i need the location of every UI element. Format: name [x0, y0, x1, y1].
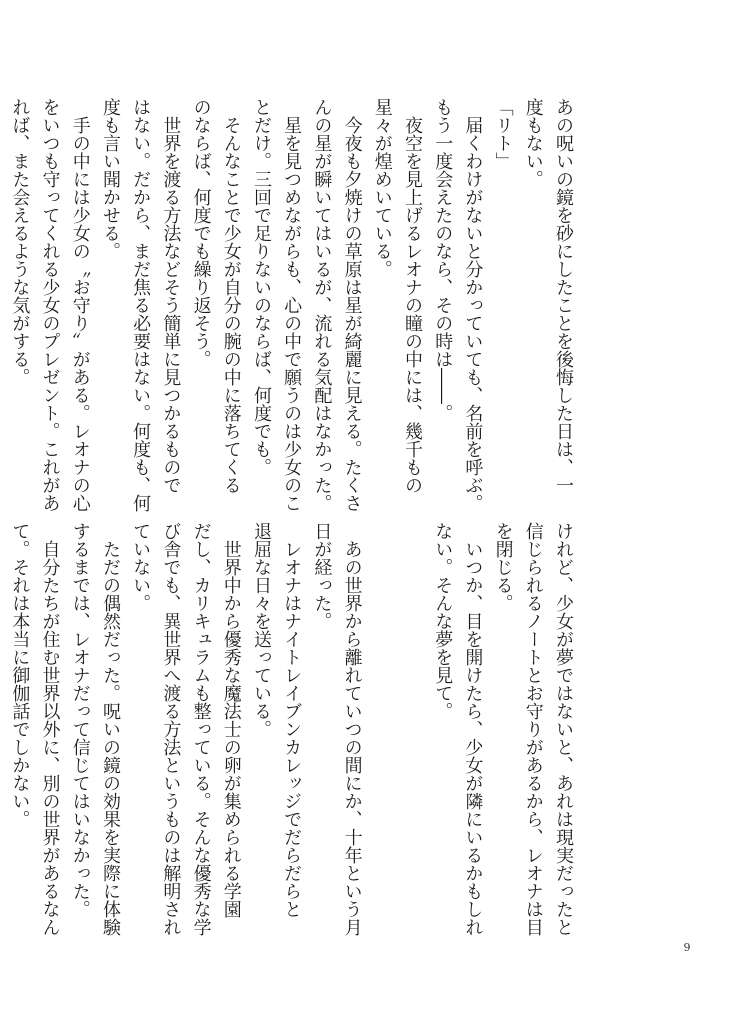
- text-line: 今夜も夕焼けの草原は星が綺麗に見える。たくさ: [341, 98, 363, 512]
- text-line: 自分たちが住む世界以外に、別の世界があるなん: [39, 522, 61, 936]
- text-line: だし、カリキュラムも整っている。そんな優秀な学: [190, 522, 212, 936]
- page-number: 9: [683, 941, 691, 954]
- text-line: をいつも守ってくれる少女のプレゼント。これがあ: [39, 98, 61, 512]
- text-line: レオナはナイトレイブンカレッジでだらだらと: [281, 522, 303, 918]
- text-line: を閉じる。: [492, 522, 514, 612]
- text-line: 世界を渡る方法などそう簡単に見つかるもので: [160, 98, 182, 494]
- text-line: て。それは本当に御伽話でしかない。: [9, 522, 31, 828]
- text-line: もう一度会えたのなら、その時は――。: [432, 98, 454, 422]
- text-line: ていない。: [130, 522, 152, 612]
- text-line: するまでは、レオナだって信じてはいなかった。: [69, 522, 91, 918]
- text-line: はない。だから、まだ焦る必要はない。何度も、何: [130, 98, 152, 512]
- text-line: 手の中には少女の〝お守り〟がある。レオナの心: [69, 98, 91, 512]
- text-line: れば、また会えるような気がする。: [9, 98, 31, 386]
- text-block-top: [9, 98, 578, 512]
- text-line: あの世界から離れていつの間にか、十年という月: [341, 522, 363, 936]
- text-line: けれど、少女が夢ではないと、あれは現実だったと: [553, 522, 574, 936]
- text-line: ない。そんな夢を見て。: [432, 522, 454, 720]
- text-line: 信じられるノートとお守りがあるから、レオナは目: [522, 522, 544, 936]
- text-line: いつか、目を開けたら、少女が隣にいるかもしれ: [462, 522, 484, 936]
- blank-line: [367, 522, 397, 924]
- text-line: 届くわけがないと分かっていても、名前を呼ぶ。: [462, 98, 484, 512]
- text-line: 度もない。: [522, 98, 544, 188]
- text-block-bottom: [9, 522, 578, 936]
- text-line: 夜空を見上げるレオナの瞳の中には、幾千もの: [401, 98, 423, 494]
- text-line: [0, 98, 4, 500]
- text-line: ただの偶然だった。呪いの鏡の効果を実際に体験: [99, 522, 121, 936]
- text-line: あの呪いの鏡を砂にしたことを後悔した日は、一: [553, 98, 574, 494]
- text-line: び舎でも、異世界へ渡る方法というものは解明され: [160, 522, 182, 936]
- text-line: 退屈な日々を送っている。: [250, 522, 272, 738]
- blank-line: [397, 522, 427, 924]
- text-line: 世界中から優秀な魔法士の卵が集められる学園: [220, 522, 242, 918]
- text-line: そんなことで少女が自分の腕の中に落ちてくる: [220, 98, 242, 494]
- text-line: のならば、何度でも繰り返そう。: [190, 98, 212, 368]
- text-line: 日が経った。: [311, 522, 333, 630]
- text-line: 「リト」: [492, 98, 514, 170]
- text-line: んの星が瞬いてはいるが、流れる気配はなかった。: [311, 98, 333, 512]
- text-line: 星々が煌めいている。: [371, 98, 393, 278]
- text-line: とだけ。三回で足りないのならば、何度でも。: [250, 98, 272, 476]
- text-line: 星を見つめながらも、心の中で願うのは少女のこ: [281, 98, 303, 512]
- text-line: [0, 522, 4, 924]
- text-line: 度も言い聞かせる。: [99, 98, 121, 260]
